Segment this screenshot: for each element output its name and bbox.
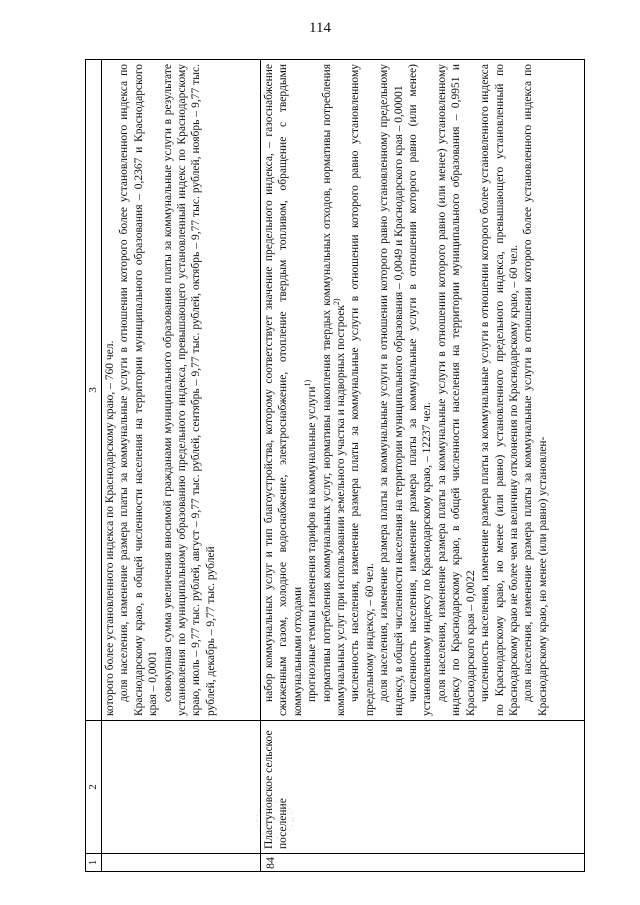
paragraph — [320, 64, 349, 716]
paragraph: доля населения, изменение размера платы за коммунальные услуги в отношении которого более установленного индекса по Краснодарскому краю, в общей численности населения на территории муниципального образования – 0,2367 и Краснодарского края – 0,0001 — [118, 64, 160, 716]
header-col-2: 2 — [86, 721, 102, 854]
paragraph-text: прогнозные темпы изменения тарифов на коммунальные услуги — [306, 386, 319, 702]
faint-stamp-mark — [254, 799, 296, 841]
paragraph: численность населения, изменение размера платы за коммунальные услуги в отношении которого более установленного индекса по Краснодарскому краю, но менее (или равно) установленного предельного индекса, превышающего установленный по Краснодарскому краю не более чем на величину отклонения по Краснодарскому краю, – 60 чел. — [479, 64, 520, 716]
paragraph: которого более установленного индекса по Краснодарскому краю, – 760 чел. — [104, 340, 116, 716]
row-number-cell: 84 — [261, 854, 585, 872]
paragraph: численность населения, изменение размера платы за коммунальные услуги в отношении которого равно (или менее) установленному индексу по Краснодарскому краю, – 12237 чел. — [407, 64, 434, 716]
paragraph: набор коммунальных услуг и тип благоустройства, которому соответствует значение предельного индекса, – газоснабжение сжиженным газом, холодное водоснабжение, электроснабжение, отопление твердым топливом, обращение с твердыми коммунальными отходами — [263, 64, 304, 716]
row-number-cell — [102, 854, 261, 872]
header-col-3: 3 — [86, 60, 102, 721]
paragraph: численность населения, изменение размера платы за коммунальные услуги в отношении которого равно установленному предельному индексу, – 60 чел. — [349, 64, 376, 716]
paragraph-text: нормативы потребления коммунальных услуг, нормативы накопления твердых коммунальных отходов, нормативы потребления коммунальных услуг при использовании земельного участка и надворных построек — [320, 64, 348, 716]
municipality-cell — [102, 721, 261, 854]
page-number: 114 — [309, 20, 331, 36]
table-header-row — [86, 60, 102, 872]
municipality-cell: Пластуновское сельское поселение — [261, 721, 585, 854]
paragraph: совокупная сумма увеличения вносимой гражданами муниципального образования платы за коммунальные услуги в результате установления по муниципальному образованию предельного индекса, превышающего установленный индекс по Краснодарскому краю, июль – 9,77 тыс. рублей, август – 9,77 тыс. рублей, сентябрь – 9,77 тыс. рублей, октябрь – 9,77 тыс. рублей, ноябрь – 9,77 тыс. рублей, декабрь – 9,77 тыс. рублей — [161, 64, 217, 716]
footnote-ref: 2) — [332, 298, 342, 306]
rotated-table-container — [85, 60, 585, 872]
table-row-continued — [102, 60, 261, 872]
paragraph: доля населения, изменение размера платы за коммунальные услуги в отношении которого равно установленному предельному индексу, в общей численности населения на территории муниципального образования – 0,0049 и Краснодарского края – 0,00001 — [378, 64, 405, 716]
paragraph: доля населения, изменение размера платы за коммунальные услуги в отношении которого более установленного индекса по Краснодарскому краю, но менее (или равно) установлен- — [522, 64, 549, 716]
table-row-84 — [261, 60, 585, 872]
description-cell — [261, 60, 585, 721]
header-col-1: 1 — [86, 854, 102, 872]
description-cell — [102, 60, 261, 721]
tariff-table — [85, 59, 585, 872]
paragraph — [305, 64, 319, 716]
footnote-ref: 1) — [303, 379, 313, 387]
paragraph: доля населения, изменение размера платы за коммунальные услуги в отношении которого равно (или менее) установленному индексу по Краснодарскому краю, в общей численности населения на территории муниципального образования – 0,9951 и Краснодарского края – 0,0022 — [435, 64, 477, 716]
